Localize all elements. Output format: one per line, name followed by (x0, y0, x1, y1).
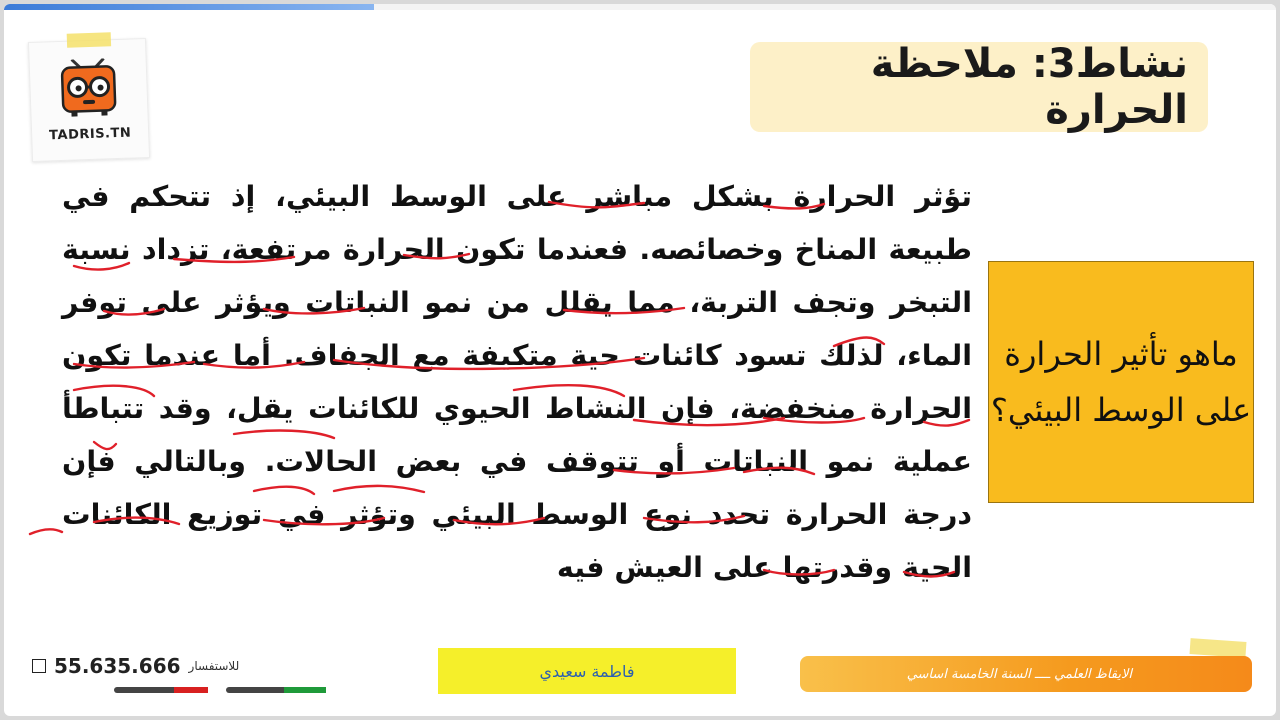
course-label: الايقاظ العلمي ــــ السنة الخامسة اساسي (906, 666, 1132, 682)
top-bar (4, 4, 1276, 10)
activity-title-box (750, 42, 1208, 132)
checkbox[interactable] (32, 659, 46, 673)
question-box (988, 261, 1254, 503)
teacher-name: فاطمة سعيدي (539, 661, 635, 681)
tv-with-glasses-icon (60, 58, 118, 118)
brand-name: TADRIS.TN (48, 125, 132, 144)
brand-logo (28, 38, 150, 162)
question-text: ماهو تأثير الحرارة على الوسط البيئي؟ (990, 335, 1252, 429)
inquiry-label: للاستفسار (188, 659, 240, 673)
top-bar-accent (4, 4, 374, 10)
tape-decoration (67, 32, 111, 48)
contact-info (32, 654, 239, 678)
activity-title: نشاط3: ملاحظة الحرارة (870, 41, 1188, 133)
markers-icon (114, 685, 326, 695)
lesson-paragraph: تؤثر الحرارة بشكل مباشر على الوسط البيئي، إذ تتحكم في طبيعة المناخ وخصائصه. فعندما تكون الحرارة مرتفعة، تزداد نسبة التبخر وتجف التربة، مما يقلل من نمو النباتات ويؤثر على توفر الماء، لذلك تسود كائنات حية متكيفة مع الجفاف. أما عندما تكون الحرارة منخفضة، فإن النشاط الحيوي للكائنات يقل، وقد تتباطأ عملية نمو النباتات أو تتوقف في بعض الحالات. وبالتالي فإن درجة الحرارة تحدد نوع الوسط البيئي وتؤثر في توزيع الكائنات الحية وقدرتها على العيش فيه (62, 180, 972, 584)
phone-number: 55.635.666 (54, 654, 181, 678)
teacher-name-box (438, 648, 736, 694)
slide (4, 4, 1276, 716)
course-banner (800, 656, 1252, 692)
tape-decoration (1190, 638, 1247, 658)
